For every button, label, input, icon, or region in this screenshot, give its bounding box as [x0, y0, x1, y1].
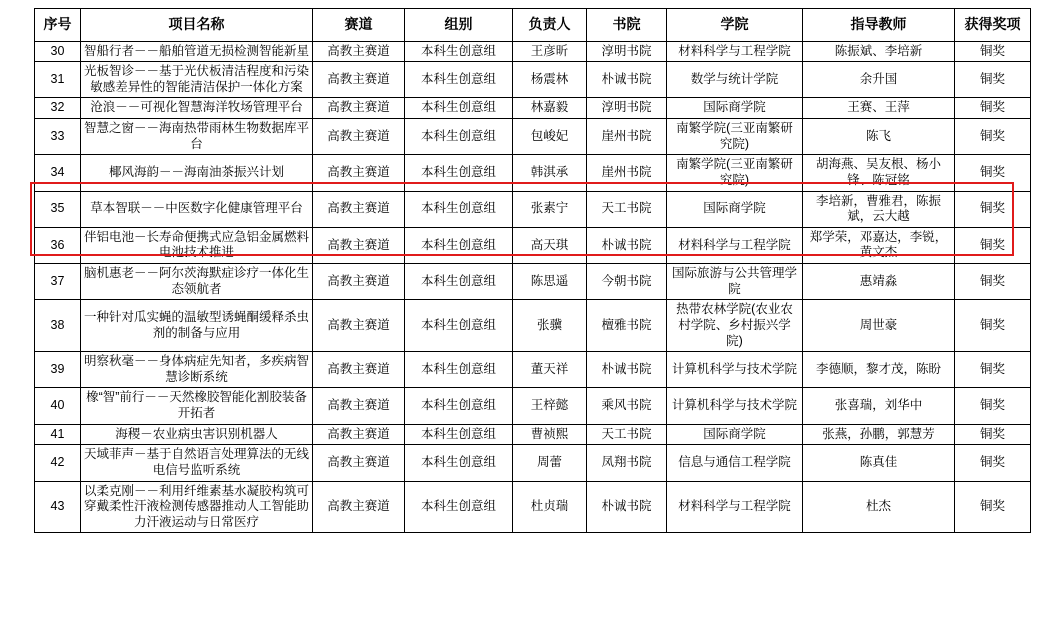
column-header-school: 学院	[667, 9, 803, 42]
cell-award: 铜奖	[955, 227, 1031, 263]
cell-project-name: 脑机惠老－－阿尔茨海默症诊疗一体化生态领航者	[81, 264, 313, 300]
table-row	[35, 41, 1031, 62]
cell-leader: 周蕾	[513, 445, 587, 481]
cell-leader: 杨震林	[513, 62, 587, 98]
cell-award: 铜奖	[955, 445, 1031, 481]
cell-seq: 34	[35, 155, 81, 191]
cell-college: 凤翔书院	[587, 445, 667, 481]
cell-college: 檀雅书院	[587, 300, 667, 352]
table-row	[35, 264, 1031, 300]
cell-award: 铜奖	[955, 155, 1031, 191]
cell-teacher: 李培新，曹雅君，陈振斌，云大越	[803, 191, 955, 227]
cell-award: 铜奖	[955, 62, 1031, 98]
column-header-award: 获得奖项	[955, 9, 1031, 42]
cell-seq: 42	[35, 445, 81, 481]
cell-track: 高教主赛道	[313, 424, 405, 445]
cell-seq: 31	[35, 62, 81, 98]
cell-leader: 王梓懿	[513, 388, 587, 424]
cell-leader: 陈思遥	[513, 264, 587, 300]
column-header-teacher: 指导教师	[803, 9, 955, 42]
cell-group: 本科生创意组	[405, 388, 513, 424]
cell-track: 高教主赛道	[313, 352, 405, 388]
cell-teacher: 陈真佳	[803, 445, 955, 481]
cell-award: 铜奖	[955, 481, 1031, 533]
cell-leader: 王彦昕	[513, 41, 587, 62]
cell-track: 高教主赛道	[313, 445, 405, 481]
cell-group: 本科生创意组	[405, 300, 513, 352]
cell-school: 南繁学院(三亚南繁研究院)	[667, 119, 803, 155]
table-row	[35, 300, 1031, 352]
cell-group: 本科生创意组	[405, 62, 513, 98]
cell-college: 天工书院	[587, 191, 667, 227]
cell-school: 南繁学院(三亚南繁研究院)	[667, 155, 803, 191]
cell-school: 材料科学与工程学院	[667, 41, 803, 62]
table-row	[35, 481, 1031, 533]
cell-group: 本科生创意组	[405, 352, 513, 388]
cell-seq: 41	[35, 424, 81, 445]
cell-track: 高教主赛道	[313, 62, 405, 98]
cell-leader: 董天祥	[513, 352, 587, 388]
table-row	[35, 155, 1031, 191]
cell-teacher: 王赛、王萍	[803, 98, 955, 119]
cell-seq: 30	[35, 41, 81, 62]
cell-track: 高教主赛道	[313, 388, 405, 424]
cell-group: 本科生创意组	[405, 481, 513, 533]
cell-project-name: 光板智诊－－基于光伏板清洁程度和污染敏感差异性的智能清洁保护一体化方案	[81, 62, 313, 98]
cell-school: 材料科学与工程学院	[667, 481, 803, 533]
cell-award: 铜奖	[955, 41, 1031, 62]
cell-seq: 35	[35, 191, 81, 227]
cell-school: 计算机科学与技术学院	[667, 388, 803, 424]
cell-teacher: 惠靖淼	[803, 264, 955, 300]
column-header-leader: 负责人	[513, 9, 587, 42]
cell-track: 高教主赛道	[313, 119, 405, 155]
cell-leader: 韩淇承	[513, 155, 587, 191]
cell-seq: 38	[35, 300, 81, 352]
cell-college: 朴诚书院	[587, 352, 667, 388]
cell-project-name: 沧浪－－可视化智慧海洋牧场管理平台	[81, 98, 313, 119]
cell-leader: 张骥	[513, 300, 587, 352]
cell-teacher: 张喜瑞，刘华中	[803, 388, 955, 424]
cell-track: 高教主赛道	[313, 191, 405, 227]
cell-college: 崖州书院	[587, 155, 667, 191]
table-row	[35, 424, 1031, 445]
cell-college: 淳明书院	[587, 41, 667, 62]
column-header-track: 赛道	[313, 9, 405, 42]
cell-project-name: 伴铝电池－长寿命便携式应急铝金属燃料电池技术推进	[81, 227, 313, 263]
cell-school: 国际商学院	[667, 98, 803, 119]
table-header-row	[35, 9, 1031, 42]
cell-seq: 33	[35, 119, 81, 155]
cell-award: 铜奖	[955, 98, 1031, 119]
cell-teacher: 余升国	[803, 62, 955, 98]
cell-teacher: 李德顺，黎才茂，陈盼	[803, 352, 955, 388]
cell-project-name: 草本智联－－中医数字化健康管理平台	[81, 191, 313, 227]
table-row	[35, 445, 1031, 481]
table-row	[35, 98, 1031, 119]
cell-college: 崖州书院	[587, 119, 667, 155]
cell-seq: 43	[35, 481, 81, 533]
cell-seq: 32	[35, 98, 81, 119]
column-header-seq: 序号	[35, 9, 81, 42]
table-row	[35, 62, 1031, 98]
cell-project-name: 以柔克刚－－利用纤维素基水凝胶构筑可穿戴柔性汗液检测传感器推动人工智能助力汗液运动与日常医疗	[81, 481, 313, 533]
cell-school: 数学与统计学院	[667, 62, 803, 98]
cell-award: 铜奖	[955, 352, 1031, 388]
cell-award: 铜奖	[955, 300, 1031, 352]
cell-track: 高教主赛道	[313, 300, 405, 352]
cell-seq: 40	[35, 388, 81, 424]
cell-award: 铜奖	[955, 424, 1031, 445]
cell-group: 本科生创意组	[405, 264, 513, 300]
cell-track: 高教主赛道	[313, 98, 405, 119]
cell-school: 国际旅游与公共管理学院	[667, 264, 803, 300]
table-row	[35, 388, 1031, 424]
cell-group: 本科生创意组	[405, 191, 513, 227]
cell-award: 铜奖	[955, 191, 1031, 227]
cell-school: 国际商学院	[667, 424, 803, 445]
cell-group: 本科生创意组	[405, 424, 513, 445]
cell-project-name: 天域菲声－基于自然语言处理算法的无线电信号监听系统	[81, 445, 313, 481]
cell-award: 铜奖	[955, 264, 1031, 300]
cell-group: 本科生创意组	[405, 41, 513, 62]
cell-school: 材料科学与工程学院	[667, 227, 803, 263]
cell-leader: 林嘉毅	[513, 98, 587, 119]
cell-seq: 36	[35, 227, 81, 263]
cell-award: 铜奖	[955, 119, 1031, 155]
cell-college: 淳明书院	[587, 98, 667, 119]
table-row	[35, 119, 1031, 155]
cell-leader: 高天琪	[513, 227, 587, 263]
cell-track: 高教主赛道	[313, 481, 405, 533]
cell-school: 信息与通信工程学院	[667, 445, 803, 481]
cell-college: 朴诚书院	[587, 227, 667, 263]
cell-track: 高教主赛道	[313, 155, 405, 191]
cell-track: 高教主赛道	[313, 227, 405, 263]
cell-teacher: 张燕，孙鹏，郭慧芳	[803, 424, 955, 445]
cell-school: 计算机科学与技术学院	[667, 352, 803, 388]
cell-award: 铜奖	[955, 388, 1031, 424]
cell-track: 高教主赛道	[313, 264, 405, 300]
cell-project-name: 椰风海韵－－海南油茶振兴计划	[81, 155, 313, 191]
column-header-project-name: 项目名称	[81, 9, 313, 42]
cell-group: 本科生创意组	[405, 119, 513, 155]
cell-teacher: 郑学荣，邓嘉达，李锐，黄文杰	[803, 227, 955, 263]
cell-school: 热带农林学院(农业农村学院、乡村振兴学院)	[667, 300, 803, 352]
cell-leader: 曹祯熙	[513, 424, 587, 445]
cell-group: 本科生创意组	[405, 98, 513, 119]
cell-teacher: 陈飞	[803, 119, 955, 155]
cell-college: 天工书院	[587, 424, 667, 445]
award-results-table	[34, 8, 1031, 533]
cell-project-name: 智船行者－－船舶管道无损检测智能新星	[81, 41, 313, 62]
column-header-group: 组别	[405, 9, 513, 42]
cell-leader: 杜贞瑞	[513, 481, 587, 533]
cell-seq: 39	[35, 352, 81, 388]
cell-group: 本科生创意组	[405, 155, 513, 191]
cell-school: 国际商学院	[667, 191, 803, 227]
cell-project-name: 一种针对瓜实蝇的温敏型诱蝇酮缓释杀虫剂的制备与应用	[81, 300, 313, 352]
cell-group: 本科生创意组	[405, 227, 513, 263]
table-row	[35, 191, 1031, 227]
cell-leader: 张素宁	[513, 191, 587, 227]
cell-track: 高教主赛道	[313, 41, 405, 62]
cell-college: 朴诚书院	[587, 481, 667, 533]
cell-group: 本科生创意组	[405, 445, 513, 481]
cell-college: 乘风书院	[587, 388, 667, 424]
table-row	[35, 227, 1031, 263]
cell-project-name: 海稷－农业病虫害识别机器人	[81, 424, 313, 445]
cell-leader: 包峻妃	[513, 119, 587, 155]
cell-project-name: 智慧之窗－－海南热带雨林生物数据库平台	[81, 119, 313, 155]
cell-teacher: 杜杰	[803, 481, 955, 533]
cell-seq: 37	[35, 264, 81, 300]
cell-project-name: 橡“智”前行－－天然橡胶智能化割胶装备开拓者	[81, 388, 313, 424]
cell-project-name: 明察秋毫－－身体病症先知者，多疾病智慧诊断系统	[81, 352, 313, 388]
cell-teacher: 胡海燕、吴友根、杨小锋、陈冠铭	[803, 155, 955, 191]
cell-college: 今朝书院	[587, 264, 667, 300]
column-header-college: 书院	[587, 9, 667, 42]
table-row	[35, 352, 1031, 388]
cell-teacher: 周世豪	[803, 300, 955, 352]
cell-teacher: 陈振斌、李培新	[803, 41, 955, 62]
cell-college: 朴诚书院	[587, 62, 667, 98]
